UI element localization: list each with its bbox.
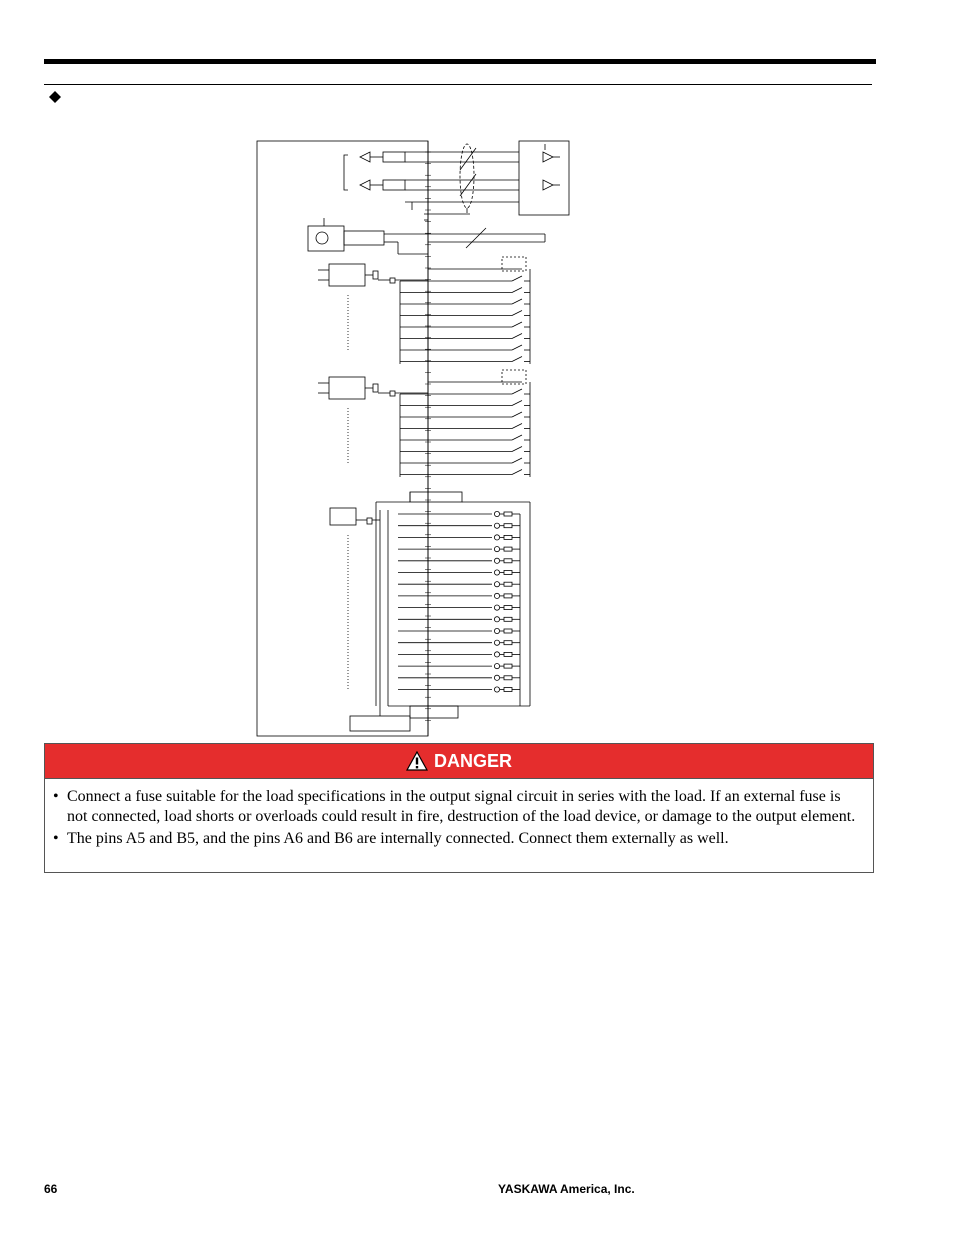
danger-notice xyxy=(44,743,874,873)
page-number: 66 xyxy=(44,1182,58,1196)
danger-bullet-text: Connect a fuse suitable for the load specifications in the output signal circuit in series with the load. If an external fuse is not connected, load shorts or overloads could result in fire, destruction of the load device, or damage to the output element. xyxy=(67,788,856,825)
danger-bullet xyxy=(53,787,859,827)
danger-header xyxy=(45,744,873,779)
controller-frame xyxy=(257,141,428,736)
danger-bullet xyxy=(53,829,859,849)
danger-title: DANGER xyxy=(433,750,512,771)
wiring-diagram xyxy=(240,130,600,745)
danger-body xyxy=(45,779,873,849)
danger-bullet-text: The pins A5 and B5, and the pins A6 and B6 are internally connected. Connect them externally as well. xyxy=(67,830,729,847)
header-rule xyxy=(44,84,872,85)
footer-company: YASKAWA America, Inc. xyxy=(498,1182,635,1196)
warning-triangle-icon xyxy=(406,751,428,771)
bullet-icon: • xyxy=(53,830,59,847)
diamond-icon xyxy=(49,91,61,103)
top-rule xyxy=(44,59,876,64)
bullet-icon: • xyxy=(53,788,59,805)
